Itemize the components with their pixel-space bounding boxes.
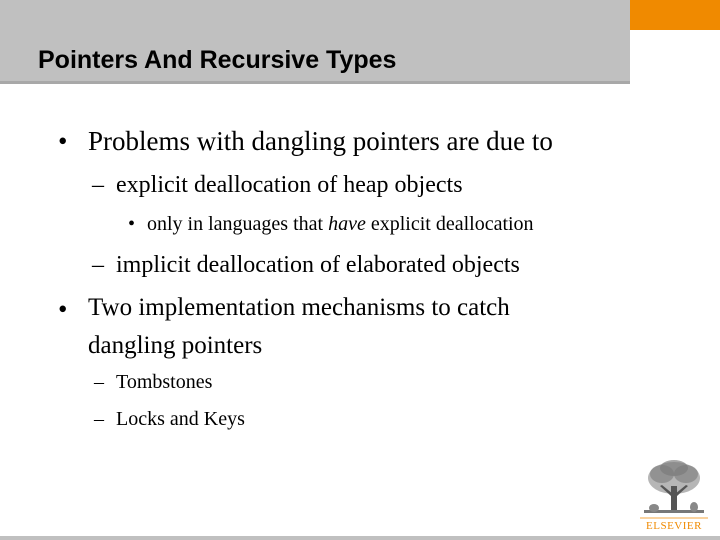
publisher-logo xyxy=(636,456,712,532)
slide-title: Pointers And Recursive Types xyxy=(38,46,397,74)
bullet-glyph: • xyxy=(58,126,68,156)
tree-icon xyxy=(636,456,712,532)
subbullet-explicit-deallocation: explicit deallocation of heap objects xyxy=(116,172,463,198)
dash-glyph: – xyxy=(94,371,104,393)
bullet-glyph: • xyxy=(58,294,68,324)
dash-glyph: – xyxy=(92,172,104,198)
bottom-divider xyxy=(0,536,720,540)
dash-glyph: – xyxy=(92,252,104,278)
text-fragment: only in languages that xyxy=(147,213,329,235)
accent-block xyxy=(630,0,720,30)
title-bar xyxy=(0,0,630,84)
subbullet-implicit-deallocation: implicit deallocation of elaborated objects xyxy=(116,252,520,278)
bullet-glyph: • xyxy=(128,213,136,235)
emphasis-text: have xyxy=(328,213,366,235)
bullet-problems: Problems with dangling pointers are due to xyxy=(88,126,553,156)
text-fragment: explicit deallocation xyxy=(365,213,534,235)
bullet-mechanisms-line2: dangling pointers xyxy=(88,332,263,359)
bullet-mechanisms-line1: Two implementation mechanisms to catch xyxy=(88,294,510,321)
dash-glyph: – xyxy=(94,408,104,430)
logo-wordmark: ELSEVIER xyxy=(646,520,702,532)
subbullet-tombstones: Tombstones xyxy=(116,371,213,393)
subsubbullet-languages xyxy=(147,213,534,236)
subbullet-locks-and-keys: Locks and Keys xyxy=(116,408,245,430)
